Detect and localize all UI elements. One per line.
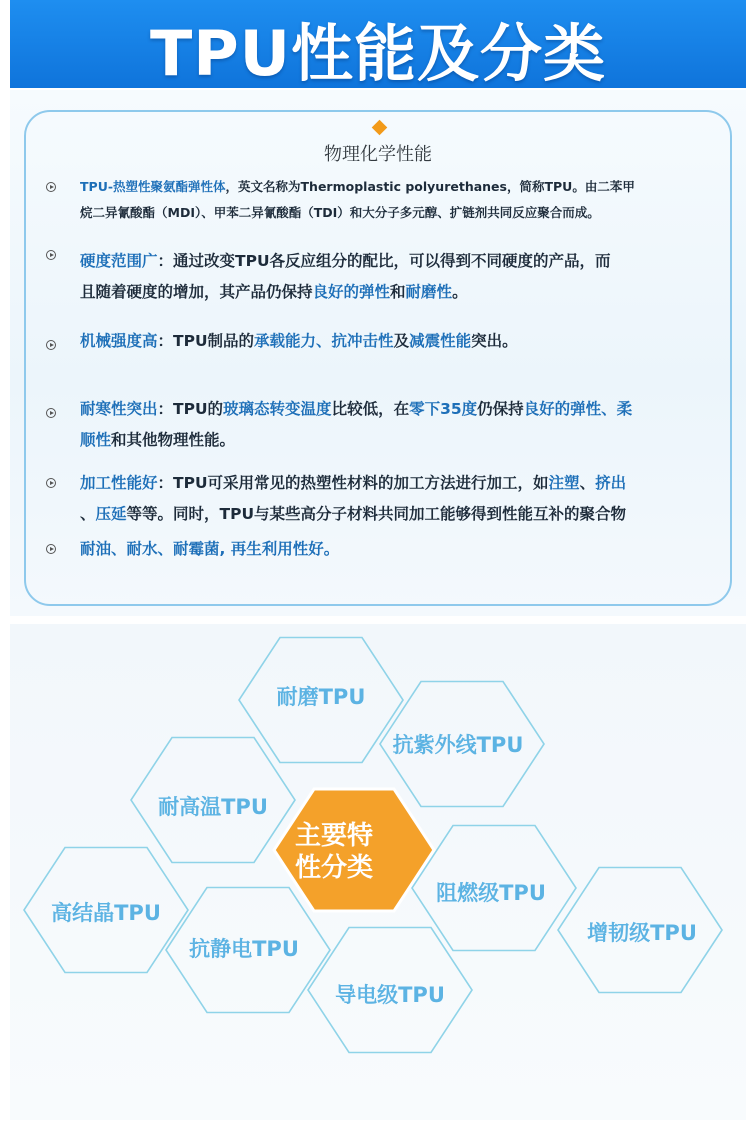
highlight-text: 硬度范围广 bbox=[80, 252, 158, 270]
highlight-text: 加工性能好 bbox=[80, 474, 158, 492]
category-toughened: 增韧级TPU bbox=[587, 921, 697, 945]
highlight-text: 良好的弹性、柔 bbox=[523, 400, 633, 418]
highlight-text: 耐寒性突出 bbox=[80, 400, 158, 418]
page-title: TPU性能及分类 bbox=[149, 17, 607, 90]
highlight-text: 耐油、耐水、耐霉菌, 再生利用性好。 bbox=[80, 540, 340, 558]
body-text: 和其他物理性能。 bbox=[111, 431, 236, 449]
category-high-crystallinity: 高结晶TPU bbox=[51, 901, 161, 925]
body-text: 比较低，在 bbox=[331, 400, 410, 418]
highlight-text: 耐磨性 bbox=[405, 283, 453, 301]
highlight-text: 注塑 bbox=[548, 474, 580, 492]
body-text: 、 bbox=[579, 474, 596, 492]
highlight-text: 玻璃态转变温度 bbox=[223, 400, 332, 418]
main-categories-center bbox=[295, 820, 373, 884]
body-text: 且随着硬度的增加，其产品仍保持 bbox=[80, 283, 313, 301]
category-uv-resistant: 抗紫外线TPU bbox=[392, 733, 524, 757]
body-text: 突出。 bbox=[471, 332, 518, 350]
center-line-2: 性分类 bbox=[294, 853, 374, 883]
highlight-text: 承载能力、抗冲击性 bbox=[254, 332, 394, 350]
highlight-text: 减震性能 bbox=[409, 332, 472, 350]
category-antistatic: 抗静电TPU bbox=[189, 937, 299, 961]
body-text: ，英文名称为Thermoplastic polyurethanes，简称TPU。由二苯甲 bbox=[225, 179, 635, 194]
highlight-text: 良好的弹性 bbox=[312, 283, 391, 301]
body-text: 等等。同时，TPU与某些高分子材料共同加工能够得到性能互补的聚合物 bbox=[126, 505, 627, 523]
highlight-text: 顺性 bbox=[80, 431, 112, 449]
body-text: 烷二异氰酸酯（MDI）、甲苯二异氰酸酯（TDI）和大分子多元醇、扩链剂共同反应聚合而成。 bbox=[80, 205, 600, 220]
category-high-temperature: 耐高温TPU bbox=[158, 795, 268, 819]
properties-heading: 物理化学性能 bbox=[324, 144, 432, 165]
body-text: ：TPU的 bbox=[157, 400, 224, 418]
body-text: ：TPU制品的 bbox=[157, 332, 255, 350]
body-text: 和 bbox=[390, 283, 406, 301]
body-text: ：TPU可采用常见的热塑性材料的加工方法进行加工，如 bbox=[157, 474, 549, 492]
body-text: 。 bbox=[452, 283, 468, 301]
category-flame-retardant: 阻燃级TPU bbox=[436, 881, 546, 905]
highlight-text: TPU-热塑性聚氨酯弹性体 bbox=[80, 179, 226, 194]
body-text: 及 bbox=[393, 332, 410, 350]
body-text: 、 bbox=[80, 505, 96, 523]
category-conductive: 导电级TPU bbox=[335, 983, 445, 1007]
highlight-text: 机械强度高 bbox=[80, 332, 158, 350]
category-wear-resistant: 耐磨TPU bbox=[276, 685, 366, 709]
highlight-text: 压延 bbox=[95, 505, 127, 523]
body-text: ：通过改变TPU各反应组分的配比，可以得到不同硬度的产品，而 bbox=[157, 252, 611, 270]
body-text: 仍保持 bbox=[477, 400, 524, 418]
highlight-text: 挤出 bbox=[595, 474, 627, 492]
center-line-1: 主要特 bbox=[294, 821, 374, 851]
highlight-text: 零下35度 bbox=[409, 400, 478, 418]
